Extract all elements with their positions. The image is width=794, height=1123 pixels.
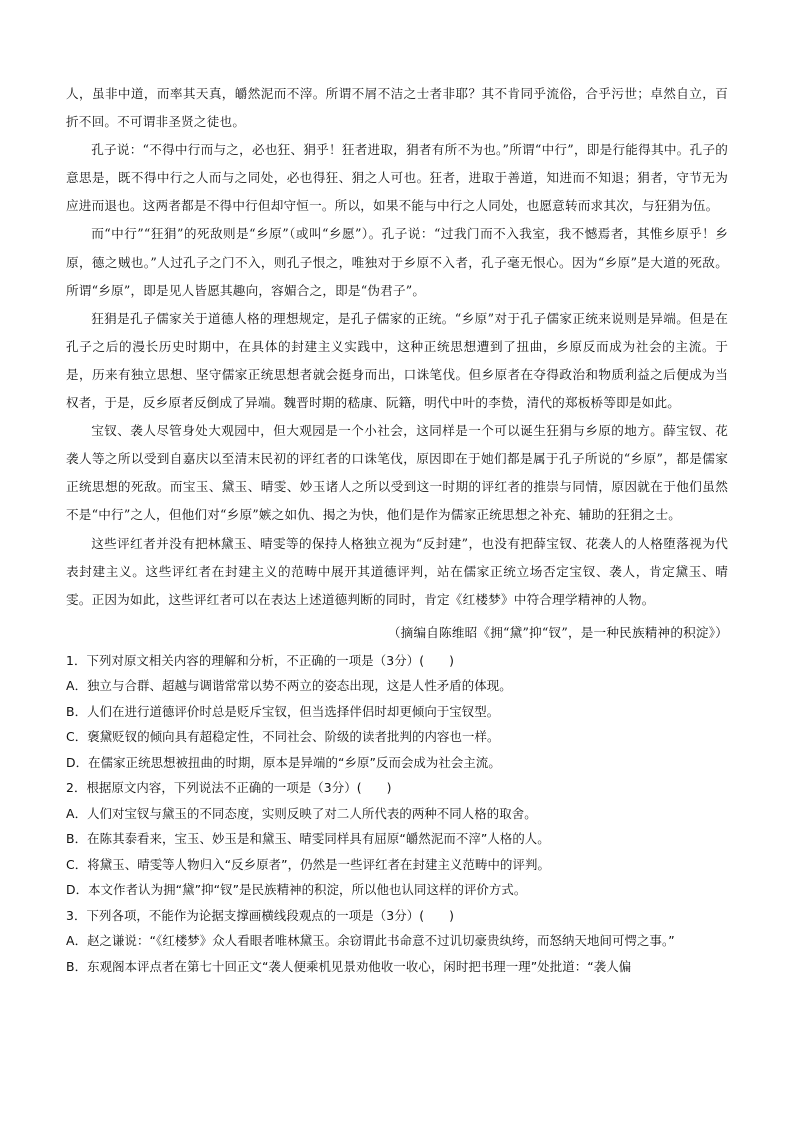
passage-paragraph-4: 狂狷是孔子儒家关于道德人格的理想规定，是孔子儒家的正统。“乡原”对于孔子儒家正统来说则是异端。但是在孔子之后的漫长历史时期中，在具体的封建主义实践中，这种正统思想遭到了扭曲，乡原反而成为社会的主流。于是，历来有独立思想、坚守儒家正统思想者就会挺身而出，口诛笔伐。但乡原者在夺得政治和物质利益之后便成为当权者，于是，反乡原者反倒成了异端。魏晋时期的嵇康、阮籍，明代中叶的李贽，清代的郑板桥等即是如此。 bbox=[66, 310, 728, 411]
question-1 bbox=[66, 648, 728, 776]
passage-paragraph-1: 人，虽非中道，而率其天真，皭然泥而不滓。所谓不屑不洁之士者非耶？其不肯同乎流俗，合乎污世；卓然自立，百折不回。不可谓非圣贤之徒也。 bbox=[66, 86, 728, 130]
passage-paragraph-3: 而“中行”“狂狷”的死敌则是“乡原”（或叫“乡愿”）。孔子说：“过我门而不入我室，我不憾焉者，其惟乡原乎！乡原，德之贼也。”人过孔子之门不入，则孔子恨之，唯独对于乡原不入者，孔子毫无恨心。因为“乡原”是大道的死敌。所谓“乡原”，即是见人皆愿其趣向，容媚合之，即是“伪君子”。 bbox=[66, 226, 728, 298]
option-c[interactable]: C．褒黛贬钗的倾向具有超稳定性，不同社会、阶级的读者批判的内容也一样。 bbox=[66, 729, 500, 745]
option-b[interactable]: B．东观阁本评点者在第七十回正文“袭人便乘机见景劝他收一收心，闲时把书理一理”处批道：“袭人偏 bbox=[66, 958, 632, 974]
passage-paragraph-6: 这些评红者并没有把林黛玉、晴雯等的保持人格独立视为“反封建”，也没有把薛宝钗、花袭人的人格堕落视为代表封建主义。这些评红者在封建主义的范畴中展开其道德评判，站在儒家正统立场否定宝钗、袭人，肯定黛玉、晴雯。正因为如此，这些评红者可以在表达上述道德判断的同时，肯定《红楼梦》中符合理学精神的人物。 bbox=[66, 535, 728, 607]
question-2 bbox=[66, 775, 728, 903]
option-a[interactable]: A．人们对宝钗与黛玉的不同态度，实则反映了对二人所代表的两种不同人格的取舍。 bbox=[66, 805, 537, 821]
option-a[interactable]: A．独立与合群、超越与调谐常常以势不两立的姿态出现，这是人性矛盾的体现。 bbox=[66, 678, 512, 694]
option-b[interactable]: B．在陈其泰看来，宝玉、妙玉是和黛玉、晴雯同样具有屈原“皭然泥而不滓”人格的人。 bbox=[66, 831, 550, 847]
passage-paragraph-5: 宝钗、袭人尽管身处大观园中，但大观园是一个小社会，这同样是一个可以诞生狂狷与乡原的地方。薛宝钗、花袭人等之所以受到自嘉庆以至清末民初的评红者的口诛笔伐，原因即在于她们都是属于孔子所说的“乡原”，都是儒家正统思想的死敌。而宝玉、黛玉、晴雯、妙玉诸人之所以受到这一时期的评红者的推崇与同情，原因就在于他们虽然不是“中行”之人，但他们对“乡原”嫉之如仇、揭之为快，他们是作为儒家正统思想之补充、辅助的狂狷之士。 bbox=[66, 423, 728, 523]
option-c[interactable]: C．将黛玉、晴雯等人物归入“反乡原者”，仍然是一些评红者在封建主义范畴中的评判。 bbox=[66, 856, 550, 872]
reading-passage bbox=[66, 80, 728, 646]
option-b[interactable]: B．人们在进行道德评价时总是贬斥宝钗，但当选择伴侣时却更倾向于宝钗型。 bbox=[66, 703, 500, 719]
passage-paragraph-2: 孔子说：“不得中行而与之，必也狂、狷乎！狂者进取，狷者有所不为也。”所谓“中行”，即是行能得其中。孔子的意思是，既不得中行之人而与之同处，必也得狂、狷之人可也。狂者，进取于善道，知进而不知退；狷者，守节无为应进而退也。这两者都是不得中行但却守恒一。所以，如果不能与中行之人同处，也愿意转而求其次，与狂狷为伍。 bbox=[66, 142, 728, 214]
option-a[interactable]: A．赵之谦说：“《红楼梦》众人看眼者唯林黛玉。余窃谓此书命意不过讥切豪贵纨绔，而怒纳天地间可愕之事。” bbox=[66, 933, 675, 949]
option-d[interactable]: D．在儒家正统思想被扭曲的时期，原本是异端的“乡原”反而会成为社会主流。 bbox=[66, 754, 501, 770]
question-stem: 2．根据原文内容，下列说法不正确的一项是（3分）( ) bbox=[66, 780, 392, 796]
question-list bbox=[66, 648, 728, 980]
exam-page bbox=[66, 80, 728, 979]
question-stem: 3．下列各项，不能作为论据支撑画横线段观点的一项是（3分）( ) bbox=[66, 907, 455, 923]
passage-source: （摘编自陈维昭《拥“黛”抑“钗”，是一种民族精神的积淀》） bbox=[387, 624, 728, 640]
question-stem: 1．下列对原文相关内容的理解和分析，不正确的一项是（3分）( ) bbox=[66, 652, 455, 668]
question-3 bbox=[66, 903, 728, 980]
option-d[interactable]: D．本文作者认为拥“黛”抑“钗”是民族精神的积淀，所以他也认同这样的评价方式。 bbox=[66, 882, 527, 898]
